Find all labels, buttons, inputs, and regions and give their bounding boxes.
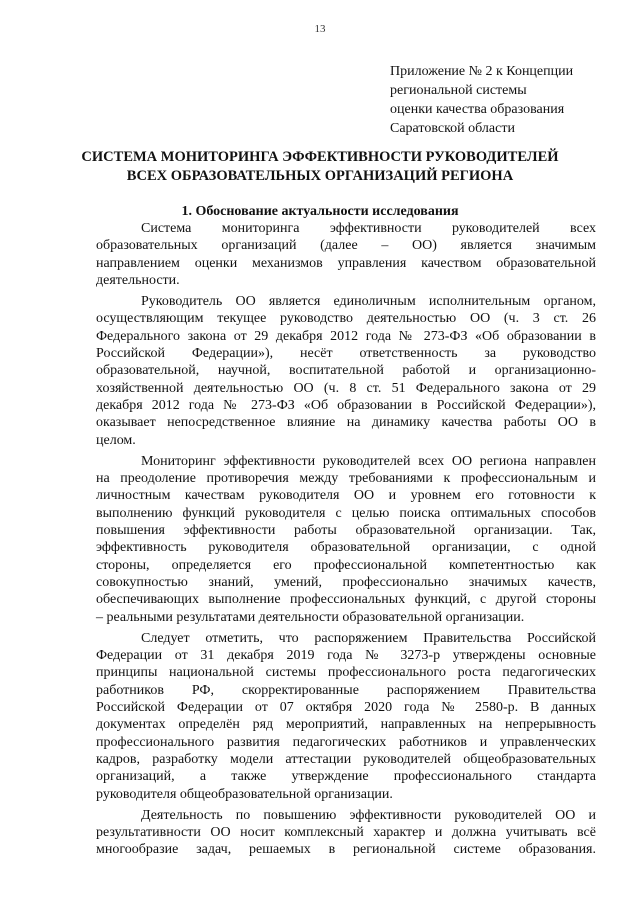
page-number: 13: [314, 23, 326, 35]
paragraph-line: образовательной, научной, воспитательной работой и организационно-: [96, 363, 596, 379]
paragraph-line: принципы национальной системы профессионального роста педагогических: [96, 665, 596, 681]
paragraph-line: профессионального развития педагогических работников и управленческих: [96, 734, 596, 750]
paragraph-line: Следует отметить, что распоряжением Правительства Российской: [141, 630, 596, 646]
paragraph-line: Федерации от 31 декабря 2019 года № 3273-р утверждены основные: [96, 648, 596, 664]
paragraph-line: деятельности.: [96, 272, 180, 288]
appendix-line: оценки качества образования: [390, 102, 565, 117]
paragraph: [96, 630, 596, 803]
paragraph-line: многообразие задач, решаемых в региональной системе образования.: [96, 842, 596, 858]
paragraph-line: на преодоление противоречия между требованиями к профессиональным и: [96, 471, 596, 487]
paragraph-line: совокупностью знаний, умений, профессионально значимых качеств,: [96, 574, 596, 590]
paragraph-line: стороны, определяется его профессиональной компетентностью как: [96, 557, 596, 573]
paragraph-line: осуществляющим текущее руководство деятельностью ОО (ч. 3 ст. 26: [96, 311, 596, 327]
paragraph-line: Система мониторинга эффективности руководителей всех: [141, 221, 596, 236]
paragraph-line: направлением оценки механизмов управления качеством образовательной: [96, 255, 596, 271]
paragraph-line: образовательных организаций (далее – ОО) является значимым: [96, 238, 596, 254]
appendix-line: Приложение № 2 к Концепции: [390, 64, 574, 79]
appendix-line: региональной системы: [390, 83, 527, 98]
paragraph-line: Российской Федерации от 07 октября 2020 года № 2580-р. В данных: [96, 700, 596, 716]
paragraph-line: руководителя общеобразовательной организации.: [96, 786, 393, 802]
paragraph-line: работников РФ, скорректированные распоряжением Правительства: [96, 682, 596, 698]
paragraph-line: повышения эффективности работы образовательной организации. Так,: [96, 523, 596, 539]
paragraph-line: целом.: [96, 432, 136, 448]
document-title-line: СИСТЕМА МОНИТОРИНГА ЭФФЕКТИВНОСТИ РУКОВОДИТЕЛЕЙ: [81, 149, 559, 165]
paragraph-line: результативности ОО носит комплексный характер и должна учитывать всё: [96, 825, 596, 841]
appendix-line: Саратовской области: [390, 121, 515, 136]
paragraph-line: выполнению функций руководителя с целью поиска оптимальных способов: [96, 505, 596, 521]
section-heading: 1. Обоснование актуальности исследования: [181, 204, 459, 219]
paragraph: [96, 453, 596, 626]
paragraph-line: кадров, разработку модели аттестации руководителей общеобразовательных: [96, 751, 596, 767]
paragraph-line: организаций, а также утверждение профессионального стандарта: [96, 769, 596, 785]
paragraph-line: декабря 2012 года № 273-ФЗ «Об образовании в Российской Федерации»),: [96, 397, 596, 413]
body-text: [96, 220, 596, 859]
paragraph: [96, 807, 596, 859]
paragraph-line: Федерального закона от 29 декабря 2012 года № 273-ФЗ «Об образовании в: [96, 328, 596, 344]
document-title: [60, 148, 580, 186]
paragraph-line: Деятельность по повышению эффективности руководителей ОО и: [141, 807, 596, 823]
paragraph-line: личностным качествам руководителя ОО и уровнем его готовности к: [96, 488, 596, 504]
paragraph: [96, 293, 596, 449]
paragraph-line: обеспечивающих выполнение профессиональных функций, с другой стороны: [96, 592, 596, 608]
paragraph-line: документах определён ряд мероприятий, направленных на непрерывность: [96, 717, 596, 733]
paragraph-line: эффективность руководителя образовательной организации, с одной: [96, 540, 596, 556]
paragraph-line: Мониторинг эффективности руководителей всех ОО региона направлен: [141, 453, 596, 469]
paragraph-line: Российской Федерации»), несёт ответственность за руководство: [96, 346, 596, 362]
document-title-line: ВСЕХ ОБРАЗОВАТЕЛЬНЫХ ОРГАНИЗАЦИЙ РЕГИОНА: [126, 168, 514, 184]
appendix-note: [390, 62, 610, 138]
paragraph: [96, 220, 596, 289]
paragraph-line: – реальными результатами деятельности образовательной организации.: [96, 609, 525, 625]
paragraph-line: оказывает непосредственное влияние на динамику качества работы ОО в: [96, 415, 596, 431]
paragraph-line: Руководитель ОО является единоличным исполнительным органом,: [141, 294, 596, 310]
paragraph-line: хозяйственной деятельностью ОО (ч. 8 ст. 51 Федерального закона от 29: [96, 380, 596, 396]
